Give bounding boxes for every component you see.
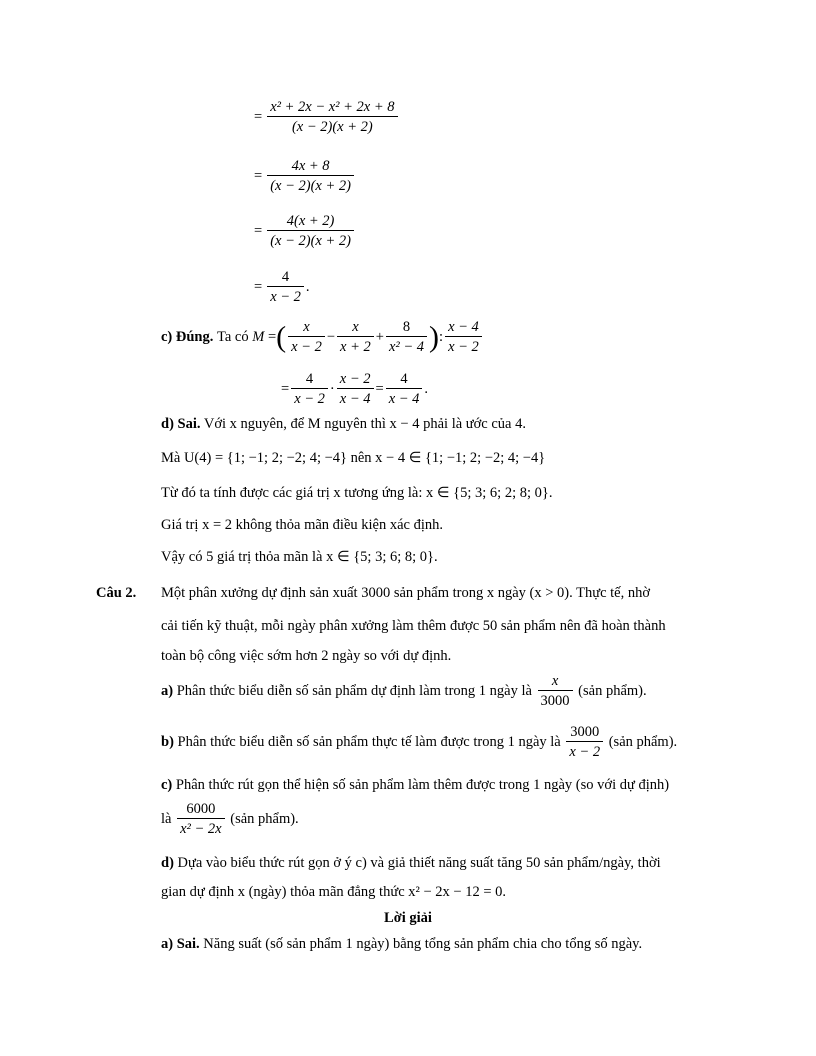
part-d-line2: Mà U(4) = {1; −1; 2; −2; 4; −4} nên x − 4 ∈ {1; −1; 2; −2; 4; −4} [161,450,546,466]
option-b-text: Phân thức biểu diễn số sản phẩm thực tế làm được trong 1 ngày là [177,734,561,750]
question-text-3: toàn bộ công việc sớm hơn 2 ngày so với dự định. [161,648,452,664]
fraction [267,98,397,137]
denominator: x − 2 [294,391,325,407]
step-3 [254,212,356,251]
option-c-line2 [161,800,299,839]
question-label: Câu 2. [96,585,137,601]
option-b-label: b) [161,734,174,750]
numerator: x − 4 [445,318,482,337]
fraction [267,212,354,251]
numerator: 4(x + 2) [267,212,354,231]
question-text-2: cải tiến kỹ thuật, mỗi ngày phân xưởng làm thêm được 50 sản phẩm nên đã hoàn thành [161,618,666,634]
denominator: (x − 2)(x + 2) [291,119,373,135]
numerator: x [288,318,325,337]
equals-sign: = [254,279,263,295]
option-d-line1 [161,853,661,873]
denominator: (x − 2)(x + 2) [270,178,351,194]
fraction [267,268,304,307]
equals-sign: = [254,109,263,125]
equals-sign: = [254,168,263,184]
denominator: x − 2 [291,339,322,355]
numerator: x [538,672,573,691]
option-d-label: d) [161,855,174,871]
period: . [424,381,429,397]
option-a [161,672,647,711]
solution-a [161,934,642,954]
numerator: x [337,318,374,337]
option-c-line1 [161,775,669,795]
dot-sign: · [329,381,335,397]
option-a-label: a) [161,683,174,699]
numerator: 4 [267,268,304,287]
step-4 [254,268,310,307]
denominator: x − 2 [448,339,479,355]
numerator: 3000 [566,723,603,742]
part-d-line1 [161,414,526,434]
part-c-intro: Ta có [217,329,249,345]
option-c-la: là [161,811,172,827]
part-d-text: Với x nguyên, để M nguyên thì x − 4 phải là ước của 4. [203,416,526,432]
denominator: x² − 4 [388,339,425,355]
denominator: 3000 [540,693,570,709]
unit-text: (sản phẩm). [578,683,647,699]
numerator: x − 2 [337,370,374,389]
m-symbol: M [252,329,265,345]
minus-sign: − [326,329,336,345]
step-1 [254,98,400,137]
option-c-text: Phân thức rút gọn thể hiện số sản phẩm làm thêm được trong 1 ngày (so với dự định) [175,777,670,793]
numerator: 8 [386,318,427,337]
numerator: x² + 2x − x² + 2x + 8 [267,98,397,117]
part-c-line2 [281,370,428,409]
question-text-1: Một phân xưởng dự định sản xuất 3000 sản phẩm trong x ngày (x > 0). Thực tế, nhờ [161,585,651,601]
part-c-line1: c) Đúng. Ta có M =( $\frac{x}{x - 2}$ − $\frac{x}{x + 2}$ + $\frac{8}{\text{x² − 4}}$ ): $\frac{x - 4}{x - 2}$ [161,318,484,357]
equals-sign: = [375,381,384,397]
numerator: 4 [291,370,328,389]
solution-a-text: Năng suất (số sản phẩm 1 ngày) bằng tổng sản phẩm chia cho tổng số ngày. [203,936,643,952]
option-c-label: c) [161,777,173,793]
unit-text: (sản phẩm). [608,734,678,750]
part-c-label: c) Đúng. [161,329,214,345]
part-d-line3: Từ đó ta tính được các giá trị x tương ứng là: x ∈ {5; 3; 6; 2; 8; 0}. [161,485,553,501]
denominator: x − 2 [270,289,301,305]
part-d-line5: Vậy có 5 giá trị thỏa mãn là x ∈ {5; 3; 6; 8; 0}. [161,549,438,565]
option-b [161,723,677,762]
part-d-line4: Giá trị x = 2 không thỏa mãn điều kiện xác định. [161,517,444,533]
equals-sign: = [254,223,263,239]
denominator: x − 4 [388,391,420,407]
fraction [267,157,354,196]
colon-sign: : [439,329,444,345]
numerator: 4x + 8 [267,157,354,176]
denominator: x − 4 [339,391,371,407]
equals-sign: = [267,329,277,345]
numerator: 4 [386,370,423,389]
denominator: x − 2 [569,744,601,760]
numerator: 6000 [177,800,225,819]
step-2 [254,157,356,196]
period: . [305,278,310,295]
denominator: x + 2 [340,339,371,355]
solution-heading: Lời giải [384,910,432,926]
option-d-line2: gian dự định x (ngày) thỏa mãn đẳng thức x² − 2x − 12 = 0. [161,884,507,900]
denominator: (x − 2)(x + 2) [270,233,351,249]
solution-a-label: a) Sai. [161,936,200,952]
part-d-label: d) Sai. [161,416,201,432]
option-d-text: Dựa vào biểu thức rút gọn ở ý c) và giả thiết năng suất tăng 50 sản phẩm/ngày, thời [177,855,661,871]
equals-sign: = [281,381,290,397]
option-a-text: Phân thức biểu diễn số sản phẩm dự định làm trong 1 ngày là [176,683,532,699]
denominator: x² − 2x [180,821,222,837]
plus-sign: + [375,329,384,345]
unit-text: (sản phẩm). [230,811,299,827]
